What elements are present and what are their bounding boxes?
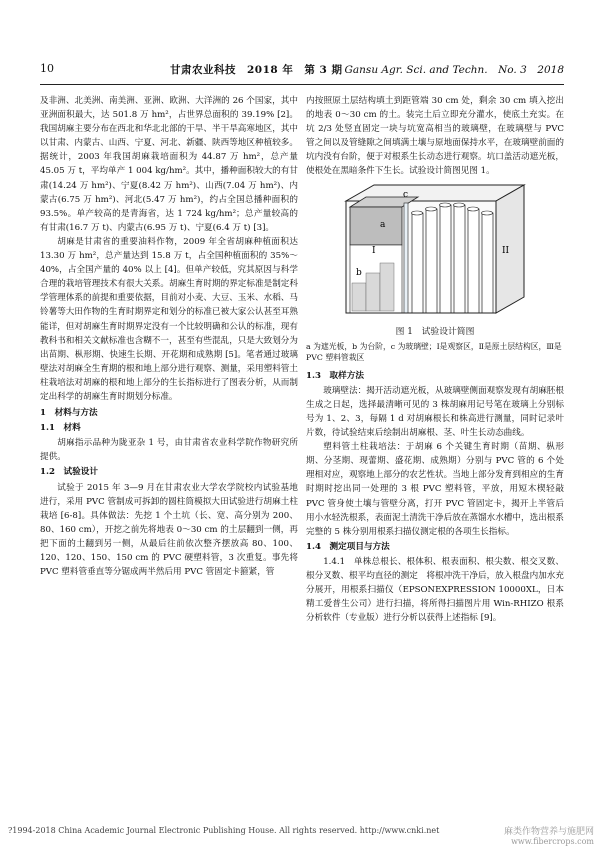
- section-heading: 1 材料与方法: [40, 408, 98, 419]
- watermark-url: www.fibercrops.com: [511, 837, 594, 846]
- header-rule: [40, 84, 564, 85]
- figure-caption: 图 1 试验设计简图: [395, 326, 475, 337]
- paragraph: 内按照原土层结构填土到距管端 30 cm 处，剩余 30 cm 填入挖出的地表 0～30 cm 的土。装完土后立即充分灌水，使底土充实。在坑 2/3 处竖直固定一块与坑宽高相当的玻璃壁，在玻璃壁与 PVC 管之间以及管缝隙之间填满土壤与原地面保持水平，在玻璃壁前面的坑内没有台阶，便于对根系生长动态进行观察。坑口盖活动遮光板，使根处在黑暗条件下生长。试验设计简图见图 1。: [306, 96, 564, 177]
- paragraph: 试验于 2015 年 3—9 月在甘肃农业大学农学院校内试验基地进行，采用 PVC 管制成可拆卸的圆柱筒模拟大田试验进行胡麻土柱栽培 [6-8]。具体做法：先挖 1 个土坑（长、宽、高分别为 200、80、160 cm），开挖之前先将地表 0～30 cm 的土层翻到一侧，再把下面的土翻到另一侧，从最后往前依次整齐摆放高 80、100、120、120、150、150 cm 的 PVC 硬塑料管，3 次重复。事先将 PVC 塑料管垂直等分锯成两半然后用 PVC 管固定卡箍紧，管: [40, 482, 298, 578]
- experiment-diagram: [306, 183, 564, 323]
- watermark: [504, 824, 594, 846]
- page-header: [40, 62, 564, 80]
- journal-title-en: Gansu Agr. Sci. and Techn. No. 3 2018: [344, 64, 564, 76]
- subsection-heading: 1.3 取样方法: [306, 370, 364, 381]
- page-number: 10: [40, 62, 54, 75]
- subsection-heading: 1.2 试验设计: [40, 467, 98, 478]
- subsection-heading: 1.4 测定项目与方法: [306, 541, 390, 552]
- label-b: b: [356, 267, 362, 278]
- journal-title-cn: 甘肃农业科技 2018 年 第 3 期: [170, 64, 343, 76]
- label-zone-2: II: [502, 245, 510, 256]
- paragraph: 玻璃壁法：揭开活动遮光板，从玻璃壁侧面观察发现有胡麻胚根生成之日起，选择最清晰可见的 3 株胡麻用记号笔在玻璃上分别标号为 1、2、3，每隔 1 d 对胡麻根长和株高进行测量，同时记录叶片数，待试验结束后绘制出胡麻根、茎、叶生长动态曲线。: [306, 385, 564, 439]
- paragraph: 胡麻指示品种为陇亚杂 1 号，由甘肃省农业科学院作物研究所提供。: [40, 438, 298, 463]
- copyright-notice: ?1994-2018 China Academic Journal Electronic Publishing House. All rights reserved. http://www.cnki.net: [8, 826, 440, 835]
- label-zone-1: I: [372, 245, 376, 256]
- label-c: c: [403, 189, 409, 200]
- paragraph: 1.4.1 单株总根长、根体积、根表面积、根尖数、根交叉数、根分叉数、根平均直径的测定 将根冲洗干净后，放入根盘内加水充分展开，用根系扫描仪（EPSONEXPRESSION 10000XL，日本精工爱普生公司）进行扫描，将所得扫描图片用 Win-RHIZO 根系分析软件（专业版）进行分析以获得上述指标 [9]。: [306, 556, 564, 624]
- figure-experiment-design: [306, 183, 564, 323]
- right-column: [306, 94, 564, 625]
- label-a: a: [380, 219, 386, 230]
- left-column: [40, 94, 298, 579]
- paragraph: 胡麻是甘肃省的重要油料作物，2009 年全省胡麻种植面积达 13.30 万 hm²，总产量达到 15.8 万 t，占全国种植面积的 35%～40%，占全国产量的 40% 以上 [4]。但单产较低，究其原因与科学合理的栽培管理技术有很大关系。胡麻生育时期的界定标准是制定科学管理体系的前提和重要依据，目前对小麦、大豆、玉米、水稻、马铃薯等大田作物的生育时期界定和划分的标准已被大家公认甚至耳熟能详，但对胡麻生育时期界定没有一个比较明确和公认的标准，现有教科书和相关文献标准也含糊不一，甚至有些混乱，只是大致划分为出苗期、枞形期、快速生长期、开花期和成熟期 [5]。笔者通过玻璃壁法对胡麻全生育期的根和地上部分进行观察、测量，采用塑料管土柱栽培法对胡麻的根和地上部分的生长指标进行了图表分析，从而制定出科学的胡麻生育时期划分标准。: [40, 236, 298, 402]
- paragraph: 及非洲、北美洲、南美洲、亚洲、欧洲、大洋洲的 26 个国家，其中亚洲面积最大，达 501.8 万 hm²，占世界总面积的 39.19% [2]。我国胡麻主要分布在西北和华北北部的干旱、半干旱高寒地区，其中以甘肃、内蒙古、山西、宁夏、河北、新疆、陕西等地区种植较多。据统计，2003 年我国胡麻栽培面积为 44.87 万 hm²，总产量 45.05 万 t，平均单产 1 004 kg/hm²。其中，播种面积较大的有甘肃(14.24 万 hm²)、宁夏(8.42 万 hm²)、山西(7.04 万 hm²)、内蒙古(6.75 万 hm²)、河北(5.47 万 hm²)，约占全国总播种面积的 93.5%。单产较高的是青海省，达 1 724 kg/hm²；总产量较高的有甘肃(16.7 万 t)、内蒙古(6.95 万 t)、宁夏(6.4 万 t) [3]。: [40, 96, 298, 233]
- subsection-heading: 1.1 材料: [40, 423, 81, 434]
- paragraph: 塑料管土柱栽培法：于胡麻 6 个关键生育时期（苗期、枞形期、分茎期、现蕾期、盛花期、成熟期）分别与 PVC 管的 6 个处理相对应，观察地上部分的农艺性状。当地上部分发育到相应的生育时期时挖出同一处理的 3 根 PVC 塑料管，平放，用短木楔轻敲 PVC 管身使土壤与管壁分离，打开 PVC 管固定卡，揭开上半管后用小水轻洗根系，表面泥土清洗干净后放在蒸馏水水槽中，选出根系完整的 5 株分别用根系扫描仪测定根的各项生长指标。: [306, 442, 564, 537]
- figure-legend: a 为遮光板，b 为台阶，c 为玻璃壁；Ⅰ是观察区，Ⅱ是原土层结构区，Ⅲ是 PVC 塑料管栽区: [306, 341, 562, 362]
- watermark-text: 麻类作物营养与施肥网: [503, 827, 594, 837]
